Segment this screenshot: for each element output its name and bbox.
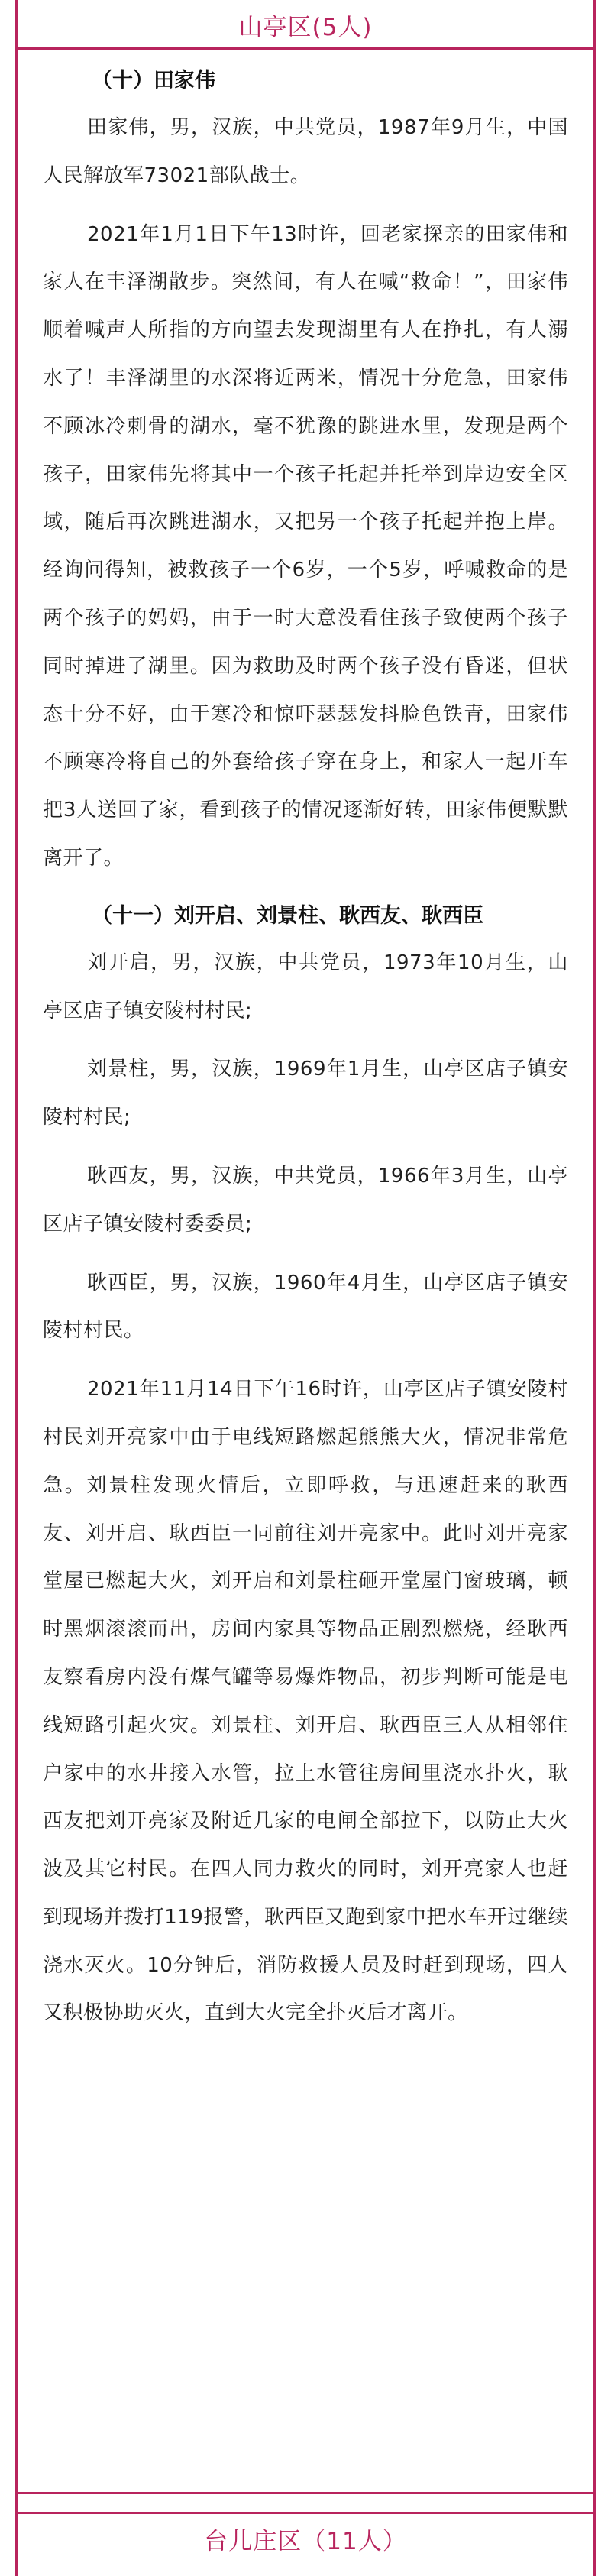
person-heading: （十一）刘开启、刘景柱、耿西友、耿西臣 (92, 903, 483, 928)
next-district-title: 台儿庄区（11人） (204, 2528, 407, 2555)
right-border-line (593, 0, 596, 2576)
section-divider (15, 2492, 596, 2494)
paragraph: 刘开启，男，汉族，中共党员，1973年10月生，山亭区店子镇安陵村村民; (43, 951, 568, 1022)
left-border-line (15, 0, 18, 2576)
section-divider (15, 2512, 596, 2514)
paragraph: 耿西臣，男，汉族，1960年4月生，山亭区店子镇安陵村村民。 (43, 1271, 568, 1343)
paragraph: 2021年1月1日下午13时许，回老家探亲的田家伟和家人在丰泽湖散步。突然间，有人在喊“救命！”，田家伟顺着喊声人所指的方向望去发现湖里有人在挣扎，有人溺水了！丰泽湖里的水深将近两米，情况十分危急，田家伟不顾冰冷刺骨的湖水，毫不犹豫的跳进水里，发现是两个孩子，田家伟先将其中一个孩子托起并托举到岸边安全区域，随后再次跳进湖水，又把另一个孩子托起并抱上岸。经询问得知，被救孩子一个6岁，一个5岁，呼喊救命的是两个孩子的妈妈，由于一时大意没看住孩子致使两个孩子同时掉进了湖里。因为救助及时两个孩子没有昏迷，但状态十分不好，由于寒冷和惊吓瑟瑟发抖脸色铁青，田家伟不顾寒冷将自己的外套给孩子穿在身上，和家人一起开车把3人送回了家，看到孩子的情况逐渐好转，田家伟便默默离开了。 (43, 222, 568, 870)
paragraph: 2021年11月14日下午16时许，山亭区店子镇安陵村村民刘开亮家中由于电线短路燃起熊熊大火，情况非常危急。刘景柱发现火情后，立即呼救，与迅速赶来的耿西友、刘开启、耿西臣一同前往刘开亮家中。此时刘开亮家堂屋已燃起大火，刘开启和刘景柱砸开堂屋门窗玻璃，顿时黑烟滚滚而出，房间内家具等物品正剧烈燃烧，经耿西友察看房内没有煤气罐等易爆炸物品，初步判断可能是电线短路引起火灾。刘景柱、刘开启、耿西臣三人从相邻住户家中的水井接入水管，拉上水管往房间里浇水扑火，耿西友把刘开亮家及附近几家的电闸全部拉下，以防止大火波及其它村民。在四人同力救火的同时，刘开亮家人也赶到现场并拨打119报警，耿西臣又跑到家中把水车开过继续浇水灭火。10分钟后，消防救援人员及时赶到现场，四人又积极协助灭火，直到大火完全扑灭后才离开。 (43, 1378, 568, 2025)
article-body (43, 58, 568, 2048)
paragraph: 刘景柱，男，汉族，1969年1月生，山亭区店子镇安陵村村民; (43, 1058, 568, 1129)
person-heading: （十）田家伟 (92, 69, 215, 92)
paragraph: 耿西友，男，汉族，中共党员，1966年3月生，山亭区店子镇安陵村委委员; (43, 1164, 568, 1236)
district-title: 山亭区(5人) (238, 14, 373, 41)
paragraph: 田家伟，男，汉族，中共党员，1987年9月生，中国人民解放军73021部队战士。 (43, 116, 568, 187)
title-divider (15, 47, 596, 50)
